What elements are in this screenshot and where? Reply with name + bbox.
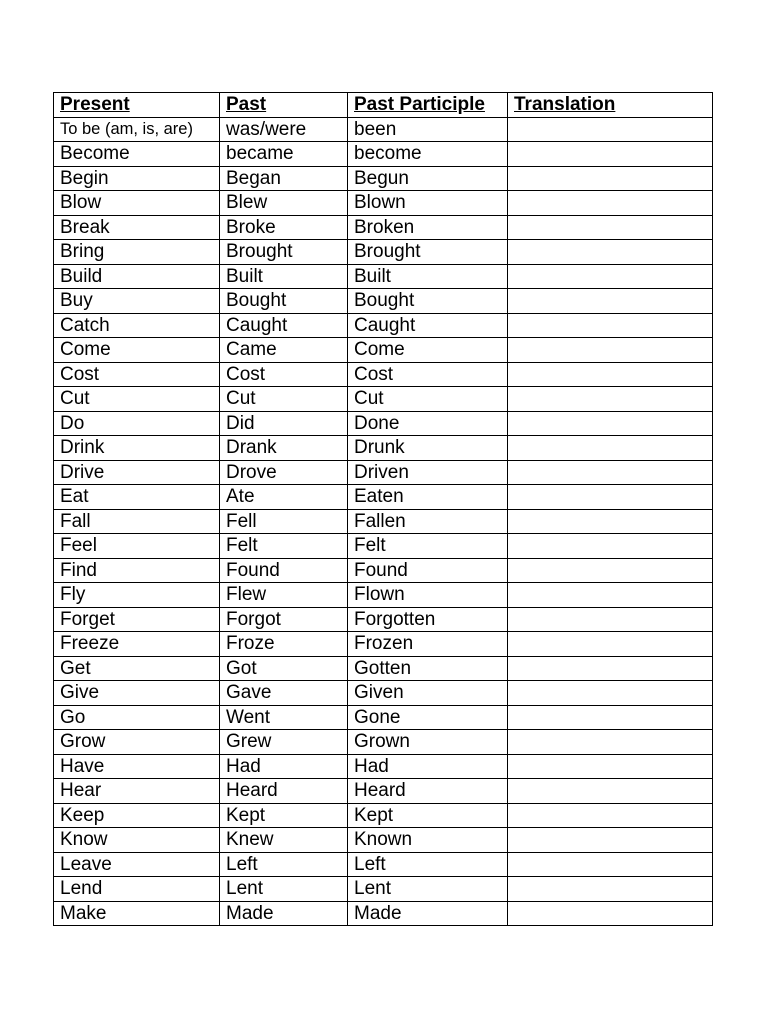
past-participle-cell: Made bbox=[348, 901, 508, 926]
past-cell: Drove bbox=[220, 460, 348, 485]
table-row bbox=[54, 387, 713, 412]
past-cell: Forgot bbox=[220, 607, 348, 632]
past-participle-cell: Blown bbox=[348, 191, 508, 216]
table-row bbox=[54, 534, 713, 559]
table-row bbox=[54, 215, 713, 240]
past-participle-cell: Come bbox=[348, 338, 508, 363]
present-cell: Lend bbox=[54, 877, 220, 902]
table-row bbox=[54, 460, 713, 485]
present-cell: Leave bbox=[54, 852, 220, 877]
translation-cell bbox=[508, 558, 713, 583]
table-row bbox=[54, 607, 713, 632]
table-row bbox=[54, 803, 713, 828]
past-participle-cell: Frozen bbox=[348, 632, 508, 657]
past-participle-cell: Lent bbox=[348, 877, 508, 902]
present-cell: Drink bbox=[54, 436, 220, 461]
present-cell: Catch bbox=[54, 313, 220, 338]
past-participle-cell: Eaten bbox=[348, 485, 508, 510]
past-participle-cell: Caught bbox=[348, 313, 508, 338]
past-participle-cell: Given bbox=[348, 681, 508, 706]
present-cell: Do bbox=[54, 411, 220, 436]
present-cell: Build bbox=[54, 264, 220, 289]
translation-cell bbox=[508, 705, 713, 730]
translation-cell bbox=[508, 264, 713, 289]
past-cell: Gave bbox=[220, 681, 348, 706]
past-cell: Fell bbox=[220, 509, 348, 534]
past-participle-cell: Begun bbox=[348, 166, 508, 191]
past-participle-cell: Had bbox=[348, 754, 508, 779]
present-cell: Know bbox=[54, 828, 220, 853]
past-cell: Brought bbox=[220, 240, 348, 265]
present-cell: Blow bbox=[54, 191, 220, 216]
translation-cell bbox=[508, 852, 713, 877]
table-row bbox=[54, 877, 713, 902]
past-cell: Had bbox=[220, 754, 348, 779]
translation-cell bbox=[508, 166, 713, 191]
table-row bbox=[54, 436, 713, 461]
table-row bbox=[54, 583, 713, 608]
translation-cell bbox=[508, 387, 713, 412]
past-participle-cell: Known bbox=[348, 828, 508, 853]
present-cell: Make bbox=[54, 901, 220, 926]
header-translation: Translation bbox=[508, 93, 713, 118]
past-participle-cell: Done bbox=[348, 411, 508, 436]
table-row bbox=[54, 901, 713, 926]
present-cell: Break bbox=[54, 215, 220, 240]
past-cell: Caught bbox=[220, 313, 348, 338]
present-cell: Cut bbox=[54, 387, 220, 412]
present-cell: Drive bbox=[54, 460, 220, 485]
translation-cell bbox=[508, 215, 713, 240]
past-participle-cell: Left bbox=[348, 852, 508, 877]
table-row bbox=[54, 754, 713, 779]
past-cell: Built bbox=[220, 264, 348, 289]
present-cell: Hear bbox=[54, 779, 220, 804]
past-cell: Ate bbox=[220, 485, 348, 510]
table-row bbox=[54, 142, 713, 167]
table-row bbox=[54, 240, 713, 265]
present-cell: To be (am, is, are) bbox=[54, 117, 220, 142]
past-cell: Came bbox=[220, 338, 348, 363]
past-participle-cell: Flown bbox=[348, 583, 508, 608]
past-cell: Froze bbox=[220, 632, 348, 657]
present-cell: Fly bbox=[54, 583, 220, 608]
past-cell: Kept bbox=[220, 803, 348, 828]
past-participle-cell: Kept bbox=[348, 803, 508, 828]
past-cell: Grew bbox=[220, 730, 348, 755]
past-participle-cell: Gotten bbox=[348, 656, 508, 681]
present-cell: Begin bbox=[54, 166, 220, 191]
past-cell: Bought bbox=[220, 289, 348, 314]
present-cell: Find bbox=[54, 558, 220, 583]
table-row bbox=[54, 632, 713, 657]
past-cell: Cost bbox=[220, 362, 348, 387]
present-cell: Give bbox=[54, 681, 220, 706]
past-cell: became bbox=[220, 142, 348, 167]
present-cell: Have bbox=[54, 754, 220, 779]
table-row bbox=[54, 558, 713, 583]
translation-cell bbox=[508, 534, 713, 559]
table-row bbox=[54, 681, 713, 706]
table-row bbox=[54, 779, 713, 804]
past-participle-cell: Built bbox=[348, 264, 508, 289]
table-row bbox=[54, 509, 713, 534]
translation-cell bbox=[508, 191, 713, 216]
table-row bbox=[54, 411, 713, 436]
present-cell: Fall bbox=[54, 509, 220, 534]
past-participle-cell: Drunk bbox=[348, 436, 508, 461]
past-participle-cell: Driven bbox=[348, 460, 508, 485]
past-cell: Made bbox=[220, 901, 348, 926]
present-cell: Become bbox=[54, 142, 220, 167]
translation-cell bbox=[508, 411, 713, 436]
past-cell: Did bbox=[220, 411, 348, 436]
translation-cell bbox=[508, 289, 713, 314]
translation-cell bbox=[508, 877, 713, 902]
present-cell: Feel bbox=[54, 534, 220, 559]
past-cell: Blew bbox=[220, 191, 348, 216]
table-row bbox=[54, 485, 713, 510]
translation-cell bbox=[508, 901, 713, 926]
translation-cell bbox=[508, 779, 713, 804]
past-cell: Knew bbox=[220, 828, 348, 853]
table-row bbox=[54, 191, 713, 216]
table-row bbox=[54, 705, 713, 730]
past-cell: Got bbox=[220, 656, 348, 681]
table-row bbox=[54, 313, 713, 338]
header-past: Past bbox=[220, 93, 348, 118]
past-cell: Felt bbox=[220, 534, 348, 559]
present-cell: Freeze bbox=[54, 632, 220, 657]
translation-cell bbox=[508, 828, 713, 853]
header-row bbox=[54, 93, 713, 118]
translation-cell bbox=[508, 754, 713, 779]
table-row bbox=[54, 289, 713, 314]
translation-cell bbox=[508, 607, 713, 632]
present-cell: Come bbox=[54, 338, 220, 363]
table-row bbox=[54, 828, 713, 853]
present-cell: Go bbox=[54, 705, 220, 730]
table-row bbox=[54, 338, 713, 363]
translation-cell bbox=[508, 803, 713, 828]
past-participle-cell: Felt bbox=[348, 534, 508, 559]
present-cell: Keep bbox=[54, 803, 220, 828]
present-cell: Forget bbox=[54, 607, 220, 632]
translation-cell bbox=[508, 460, 713, 485]
past-cell: Cut bbox=[220, 387, 348, 412]
translation-cell bbox=[508, 681, 713, 706]
translation-cell bbox=[508, 142, 713, 167]
present-cell: Eat bbox=[54, 485, 220, 510]
past-participle-cell: Grown bbox=[348, 730, 508, 755]
past-participle-cell: Fallen bbox=[348, 509, 508, 534]
irregular-verbs-table bbox=[53, 92, 713, 926]
translation-cell bbox=[508, 117, 713, 142]
past-participle-cell: Gone bbox=[348, 705, 508, 730]
translation-cell bbox=[508, 313, 713, 338]
table-row bbox=[54, 656, 713, 681]
present-cell: Buy bbox=[54, 289, 220, 314]
header-present: Present bbox=[54, 93, 220, 118]
translation-cell bbox=[508, 362, 713, 387]
past-cell: Left bbox=[220, 852, 348, 877]
translation-cell bbox=[508, 656, 713, 681]
table-row bbox=[54, 117, 713, 142]
translation-cell bbox=[508, 436, 713, 461]
past-cell: Drank bbox=[220, 436, 348, 461]
table-row bbox=[54, 166, 713, 191]
header-past-participle: Past Participle bbox=[348, 93, 508, 118]
past-cell: Broke bbox=[220, 215, 348, 240]
present-cell: Grow bbox=[54, 730, 220, 755]
past-participle-cell: Heard bbox=[348, 779, 508, 804]
past-participle-cell: Cut bbox=[348, 387, 508, 412]
past-participle-cell: Brought bbox=[348, 240, 508, 265]
translation-cell bbox=[508, 730, 713, 755]
translation-cell bbox=[508, 338, 713, 363]
translation-cell bbox=[508, 509, 713, 534]
table-body bbox=[54, 117, 713, 926]
past-participle-cell: Forgotten bbox=[348, 607, 508, 632]
past-cell: Heard bbox=[220, 779, 348, 804]
translation-cell bbox=[508, 583, 713, 608]
past-participle-cell: Cost bbox=[348, 362, 508, 387]
present-cell: Get bbox=[54, 656, 220, 681]
past-participle-cell: become bbox=[348, 142, 508, 167]
present-cell: Bring bbox=[54, 240, 220, 265]
translation-cell bbox=[508, 240, 713, 265]
past-cell: Found bbox=[220, 558, 348, 583]
past-cell: Went bbox=[220, 705, 348, 730]
table-row bbox=[54, 264, 713, 289]
translation-cell bbox=[508, 485, 713, 510]
past-participle-cell: Broken bbox=[348, 215, 508, 240]
past-cell: Flew bbox=[220, 583, 348, 608]
table-row bbox=[54, 362, 713, 387]
table-row bbox=[54, 730, 713, 755]
translation-cell bbox=[508, 632, 713, 657]
past-participle-cell: been bbox=[348, 117, 508, 142]
present-cell: Cost bbox=[54, 362, 220, 387]
past-cell: was/were bbox=[220, 117, 348, 142]
past-cell: Began bbox=[220, 166, 348, 191]
past-participle-cell: Bought bbox=[348, 289, 508, 314]
table-row bbox=[54, 852, 713, 877]
past-cell: Lent bbox=[220, 877, 348, 902]
past-participle-cell: Found bbox=[348, 558, 508, 583]
